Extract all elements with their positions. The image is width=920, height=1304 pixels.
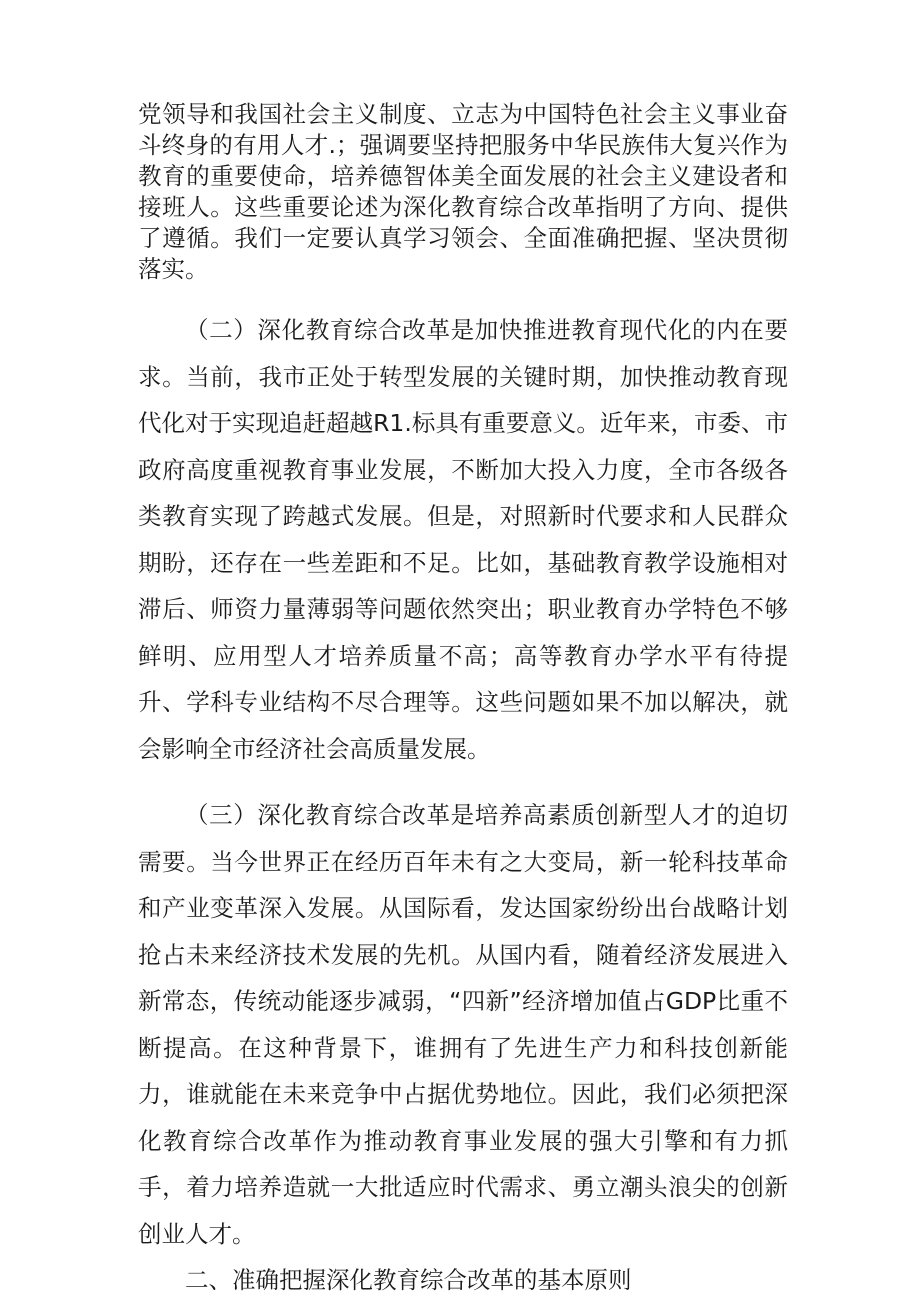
- paragraph-continuation: 党领导和我国社会主义制度、立志为中国特色社会主义事业奋斗终身的有用人才.；强调要坚持把服务中华民族伟大复兴作为教育的重要使命，培养德智体美全面发展的社会主义建设者和接班人。这些重要论述为深化教育综合改革指明了方向、提供了遵循。我们一定要认真学习领会、全面准确把握、坚决贯彻落实。: [138, 100, 788, 283]
- paragraph-section-two: （二）深化教育综合改革是加快推进教育现代化的内在要求。当前，我市正处于转型发展的关键时期，加快推动教育现代化对于实现追赶超越R1.标具有重要意义。近年来，市委、市政府高度重视教育事业发展，不断加大投入力度，全市各级各类教育实现了跨越式发展。但是，对照新时代要求和人民群众期盼，还存在一些差距和不足。比如，基础教育教学设施相对滞后、师资力量薄弱等问题依然突出；职业教育办学特色不够鲜明、应用型人才培养质量不高；高等教育办学水平有待提升、学科专业结构不尽合理等。这些问题如果不加以解决，就会影响全市经济社会高质量发展。: [138, 316, 788, 763]
- document-body: [138, 99, 788, 1304]
- paragraph-section-three: （三）深化教育综合改革是培养高素质创新型人才的迫切需要。当今世界正在经历百年未有之大变局，新一轮科技革命和产业变革深入发展。从国际看，发达国家纷纷出台战略计划抢占未来经济技术发展的先机。从国内看，随着经济发展进入新常态，传统动能逐步减弱，“四新”经济增加值占GDP比重不断提高。在这种背景下，谁拥有了先进生产力和科技创新能力，谁就能在未来竞争中占据优势地位。因此，我们必须把深化教育综合改革作为推动教育事业发展的强大引擎和有力抓手，着力培养造就一大批适应时代需求、勇立潮头浪尖的创新创业人才。: [138, 801, 788, 1248]
- section-heading: 二、准确把握深化教育综合改革的基本原则: [185, 1266, 632, 1294]
